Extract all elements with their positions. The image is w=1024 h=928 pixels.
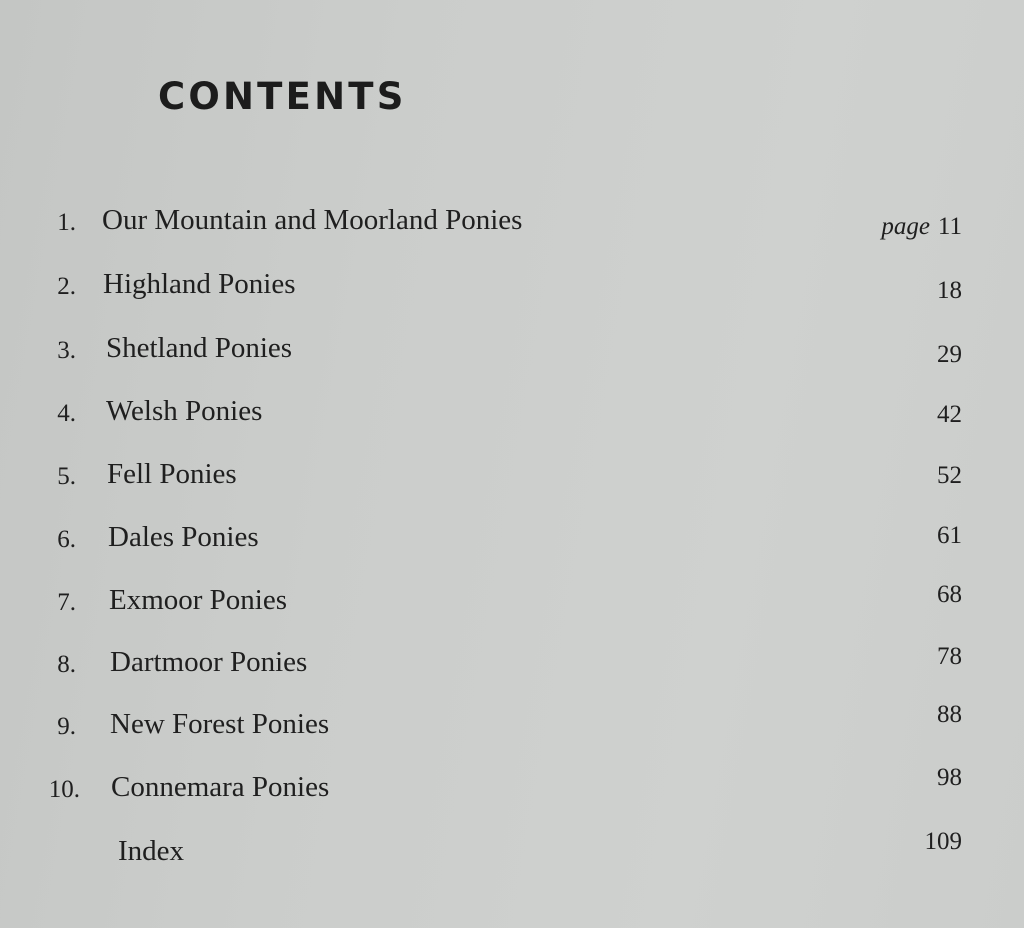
chapter-page: 18: [937, 277, 962, 304]
toc-entry: [0, 397, 1024, 437]
chapter-title: Dartmoor Ponies: [110, 646, 308, 678]
chapter-page: 78: [937, 643, 962, 670]
chapter-number: 1.: [57, 209, 76, 236]
toc-entry: [0, 523, 1024, 563]
toc-entry: [0, 334, 1024, 374]
chapter-number: 10.: [48, 776, 80, 803]
chapter-number: 2.: [57, 273, 76, 300]
chapter-title: Welsh Ponies: [106, 395, 263, 427]
toc-entry: [0, 828, 1024, 877]
index-page: 109: [924, 828, 962, 855]
toc-entry: [0, 460, 1024, 500]
chapter-number: 7.: [57, 589, 76, 616]
chapter-number: 8.: [57, 651, 76, 678]
chapter-page: 42: [937, 401, 962, 428]
index-title: Index: [118, 835, 185, 867]
chapter-number: 6.: [57, 526, 76, 553]
toc-entry: [0, 701, 1024, 750]
page-label: page: [881, 213, 930, 240]
chapter-title: Connemara Ponies: [111, 771, 330, 803]
page-number: 11: [937, 213, 962, 240]
toc-entry: [0, 206, 1024, 246]
chapter-title: Our Mountain and Moorland Ponies: [102, 204, 523, 236]
chapter-number: 5.: [57, 463, 76, 490]
chapter-page: 88: [937, 701, 962, 728]
toc-entry: [0, 643, 1024, 688]
chapter-page: 68: [937, 581, 962, 608]
chapter-number: 9.: [57, 713, 76, 740]
toc-entry: [0, 581, 1024, 626]
toc-entry: [0, 270, 1024, 310]
chapter-page: 98: [937, 764, 962, 791]
chapter-number: 4.: [57, 400, 76, 427]
contents-heading: CONTENTS: [158, 75, 407, 118]
chapter-title: Exmoor Ponies: [109, 584, 288, 616]
chapter-title: New Forest Ponies: [110, 708, 330, 740]
chapter-title: Shetland Ponies: [106, 332, 293, 364]
chapter-title: Highland Ponies: [103, 268, 296, 300]
chapter-page: 61: [937, 522, 962, 549]
chapter-title: Dales Ponies: [108, 521, 259, 553]
chapter-page: 52: [937, 462, 962, 489]
chapter-page: [881, 214, 962, 239]
chapter-page: 29: [937, 341, 962, 368]
chapter-title: Fell Ponies: [107, 458, 237, 490]
chapter-number: 3.: [57, 337, 76, 364]
toc-entry: [0, 764, 1024, 813]
